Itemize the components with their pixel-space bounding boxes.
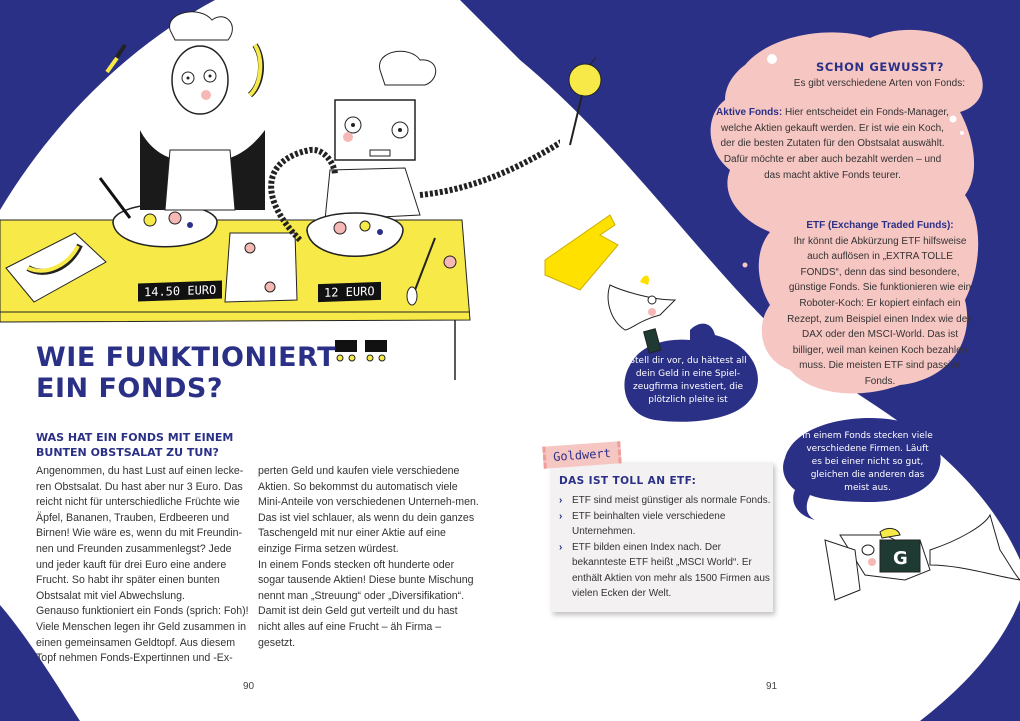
list-item: [559, 540, 774, 602]
chevron-right-icon: ›: [559, 541, 563, 553]
section-subheading: WAS HAT EIN FONDS MIT EINEM BUNTEN OBSTSALAT ZU TUN?: [36, 431, 234, 459]
body-column-1: [36, 464, 251, 667]
paragraph: Angenommen, du hast Lust auf einen lecke-ren Obstsalat. Du hast aber nur 3 Euro. Das reicht nicht für unterschiedliche Früchte wie Äpfel, Bananen, Trauben, Erdbeeren und Birnen! Wie wäre es, wenn du mit Freundin-nen und Freunden zusammenlegst? Jede und jeder kauft für drei Euro eine andere Frucht. So habt ihr später einen bunten Obstsalat mit viel Abwechslung.: [36, 465, 244, 602]
list-item-text: ETF sind meist günstiger als normale Fonds.: [572, 495, 771, 506]
price-tag-right: 12 EURO: [318, 282, 381, 302]
goldwert-heading: DAS IST TOLL AN ETF:: [559, 475, 697, 487]
etf-info: [765, 218, 995, 390]
info-cloud-heading: SCHON GEWUSST?: [815, 60, 945, 74]
list-item-text: ETF beinhalten viele verschiedene Unternehmen.: [572, 510, 726, 537]
list-item: [559, 493, 774, 509]
body-column-2: [258, 464, 480, 651]
page-number-left: 90: [243, 681, 255, 692]
chevron-right-icon: ›: [559, 510, 563, 522]
title-line-2: EIN FONDS?: [36, 373, 223, 404]
apple-on-fork-illustration: [560, 55, 610, 165]
speech-bubble-1: Stell dir vor, du hättest all dein Geld in eine Spiel-zeugfirma investiert, die plötzlich pleite ist: [629, 356, 747, 405]
paragraph: In einem Fonds stecken oft hunderte oder sogar tausende Aktien! Diese bunte Mischung nennt man „Streuung“ oder „Diversifikation“. Damit ist dein Geld gut verteilt und du hast nicht alles auf eine Frucht – äh Firma – gesetzt.: [258, 558, 474, 649]
paragraph: Genauso funktioniert ein Fonds (sprich: Foh)! Viele Menschen legen ihr Geld zusammen in einen gemeinsamen Geldtopf. Aus diesem Topf nehmen Fonds-Expertinnen und -Ex-: [36, 605, 249, 665]
chevron-right-icon: ›: [559, 495, 563, 506]
goldwert-list: [559, 493, 774, 602]
price-tag-left: 14.50 EURO: [138, 281, 222, 302]
goldwert-tag-label: Goldwert: [552, 446, 612, 464]
etf-label: ETF (Exchange Traded Funds):: [806, 220, 954, 231]
yellow-fish-illustration: [540, 200, 680, 360]
page-title: [36, 342, 336, 404]
title-line-1: WIE FUNKTIONIERT: [36, 342, 337, 373]
page-number-right: 91: [766, 681, 778, 692]
etf-description: Ihr könnt die Abkürzung ETF hilfsweise auch auflösen in „EXTRA TOLLE FONDS“, denn das sind besondere, günstige Fonds. Sie funktionieren wie ein Roboter-Koch: Er kopiert einfach ein Rezept, zum Beispiel einen Index wie den DAX oder den MSCI-World. Das ist billiger, weil man keinen Koch bezahlen muss. Die meisten ETF sind passive Fonds.: [787, 235, 973, 387]
list-item: [559, 509, 774, 540]
info-cloud-intro: Es gibt verschiedene Arten von Fonds:: [793, 77, 965, 89]
active-funds-label: Aktive Fonds:: [716, 107, 783, 119]
list-item-text: ETF bilden einen Index nach. Der bekannteste ETF heißt „MSCI World“. Er enthält Aktien von mehr als 1500 Firmen aus vielen Ecken der Welt.: [572, 541, 770, 599]
active-funds-text: [715, 105, 975, 183]
speech-bubble-2: In einem Fonds stecken viele verschiedene Firmen. Läuft es bei einer nicht so gut, gleichen die anderen das meist aus.: [802, 431, 933, 493]
info-cloud: [715, 60, 975, 183]
reading-fish-illustration: [810, 510, 1020, 620]
paragraph: perten Geld und kaufen viele verschiedene Aktien. So bekommst du automatisch viele Mini-Anteile von verschiedenen Unterneh-men. Das ist viel schlauer, als wenn du dein ganzes Taschengeld mit nur einer Aktie auf eine einzige Firma setzen würdest.: [258, 465, 479, 555]
chefs-illustration: [0, 0, 560, 380]
active-funds-description: Hier entscheidet ein Fonds-Manager, welche Aktien gekauft werden. Er ist wie ein Koch, der die besten Zutaten für den Obstsalat auswählt. Dafür möchte er aber auch bezahlt werden – und das macht aktive Fonds teurer.: [720, 107, 949, 181]
sweater-letter: G: [893, 548, 908, 569]
